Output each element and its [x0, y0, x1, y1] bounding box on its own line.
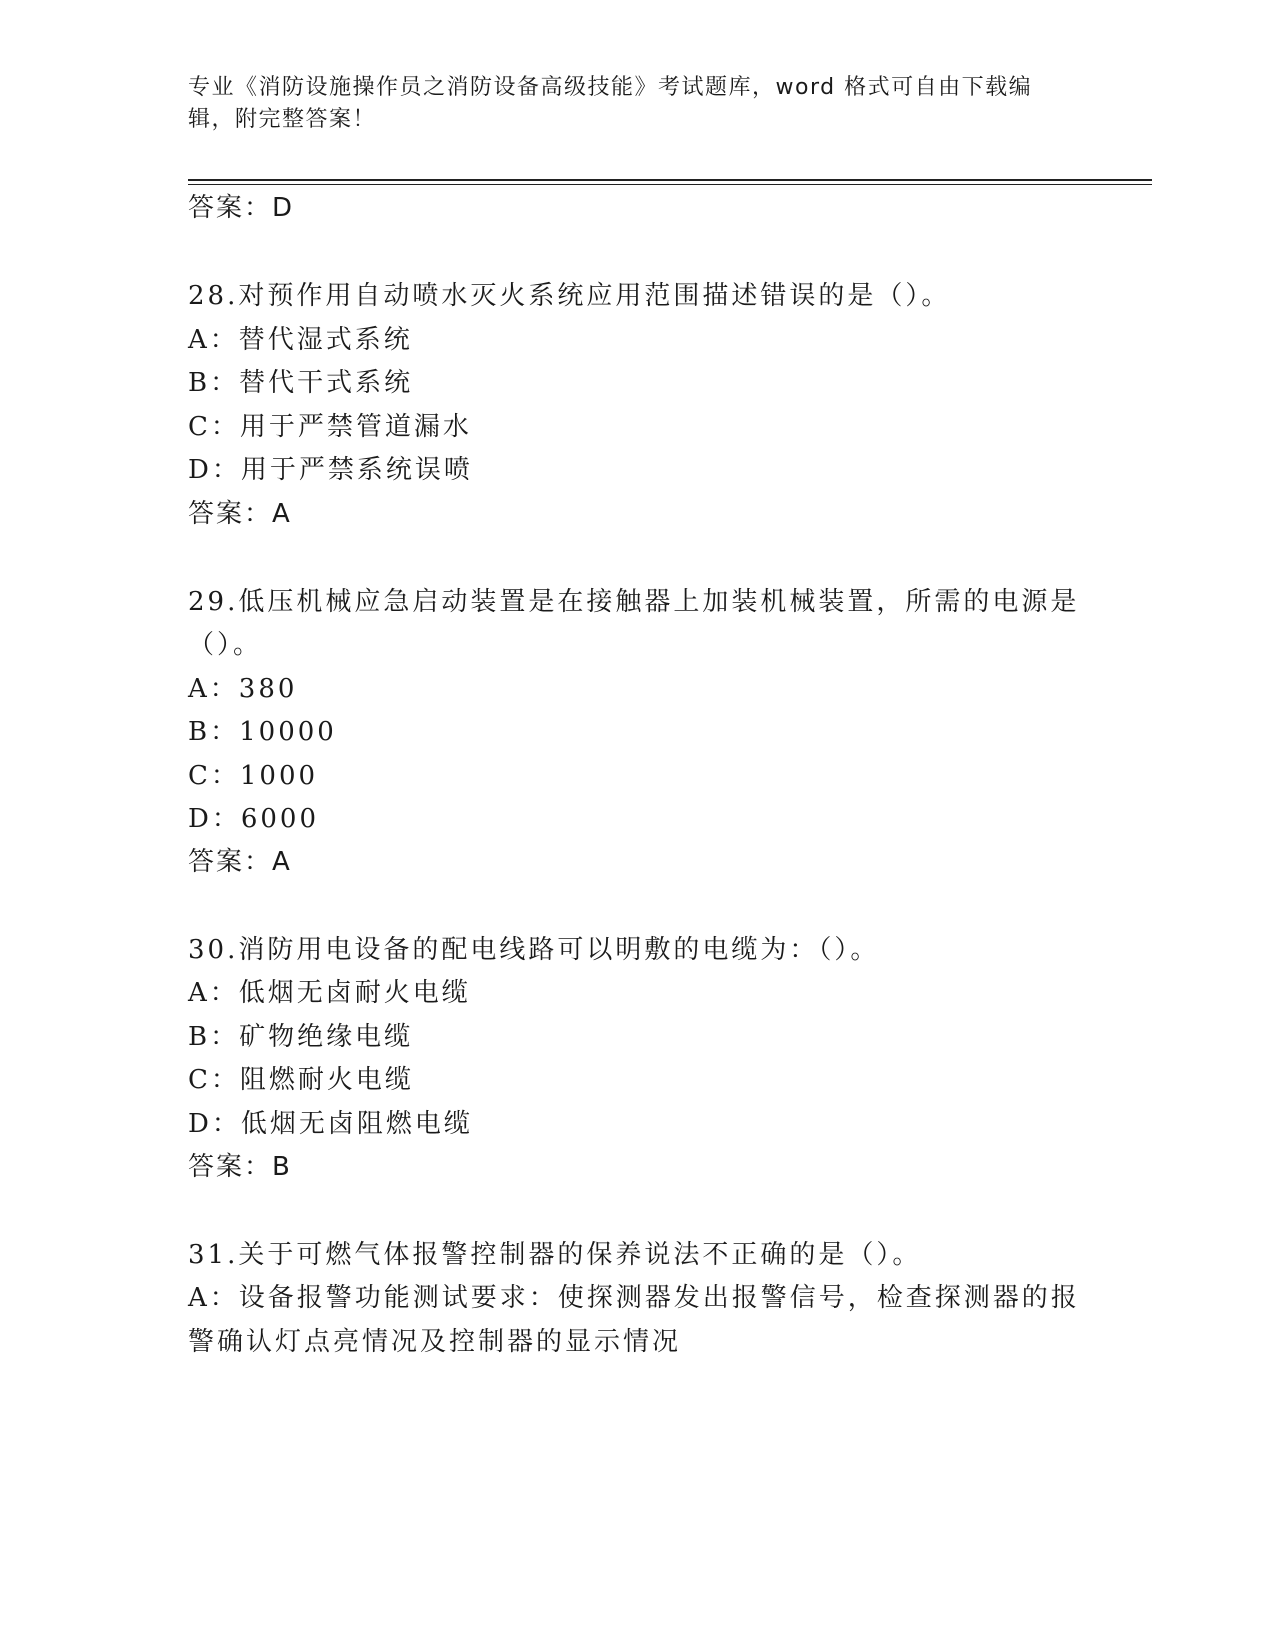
question-31-option-a-line-2: 警确认灯点亮情况及控制器的显示情况	[188, 1327, 682, 1357]
question-29-answer: 答案：A	[188, 847, 292, 877]
question-29-option-c: C：1000	[188, 761, 319, 791]
question-28-option-b: B：替代干式系统	[188, 368, 414, 398]
question-31-stem: 31.关于可燃气体报警控制器的保养说法不正确的是（）。	[188, 1240, 922, 1270]
header-divider-thin	[188, 184, 1152, 185]
question-28-stem: 28.对预作用自动喷水灭火系统应用范围描述错误的是（）。	[188, 281, 951, 311]
question-30-option-b: B：矿物绝缘电缆	[188, 1022, 414, 1052]
question-29-stem-line-2: （）。	[188, 630, 263, 660]
header-line-1: 专业《消防设施操作员之消防设备高级技能》考试题库，word 格式可自由下载编	[188, 75, 1033, 100]
question-30-answer: 答案：B	[188, 1152, 292, 1182]
question-30-stem: 30.消防用电设备的配电线路可以明敷的电缆为：（）。	[188, 935, 880, 965]
question-28-option-a: A：替代湿式系统	[188, 325, 413, 355]
question-28-option-d: D：用于严禁系统误喷	[188, 455, 473, 485]
question-29-option-a: A：380	[188, 674, 298, 704]
question-29-option-b: B：10000	[188, 717, 337, 747]
header-divider-thick	[188, 179, 1152, 181]
question-30-option-d: D：低烟无卤阻燃电缆	[188, 1109, 473, 1139]
question-30-option-a: A：低烟无卤耐火电缆	[188, 978, 471, 1008]
question-31-option-a-line-1: A：设备报警功能测试要求：使探测器发出报警信号，检查探测器的报	[188, 1283, 1080, 1313]
question-28-answer: 答案：A	[188, 499, 292, 529]
document-header	[188, 72, 1078, 136]
header-line-2: 辑，附完整答案！	[188, 107, 377, 132]
question-28-option-c: C：用于严禁管道漏水	[188, 412, 472, 442]
answer-prev: 答案：D	[188, 193, 295, 223]
question-29-option-d: D：6000	[188, 804, 320, 834]
question-29-stem-line-1: 29.低压机械应急启动装置是在接触器上加装机械装置，所需的电源是	[188, 587, 1080, 617]
question-30-option-c: C：阻燃耐火电缆	[188, 1065, 414, 1095]
